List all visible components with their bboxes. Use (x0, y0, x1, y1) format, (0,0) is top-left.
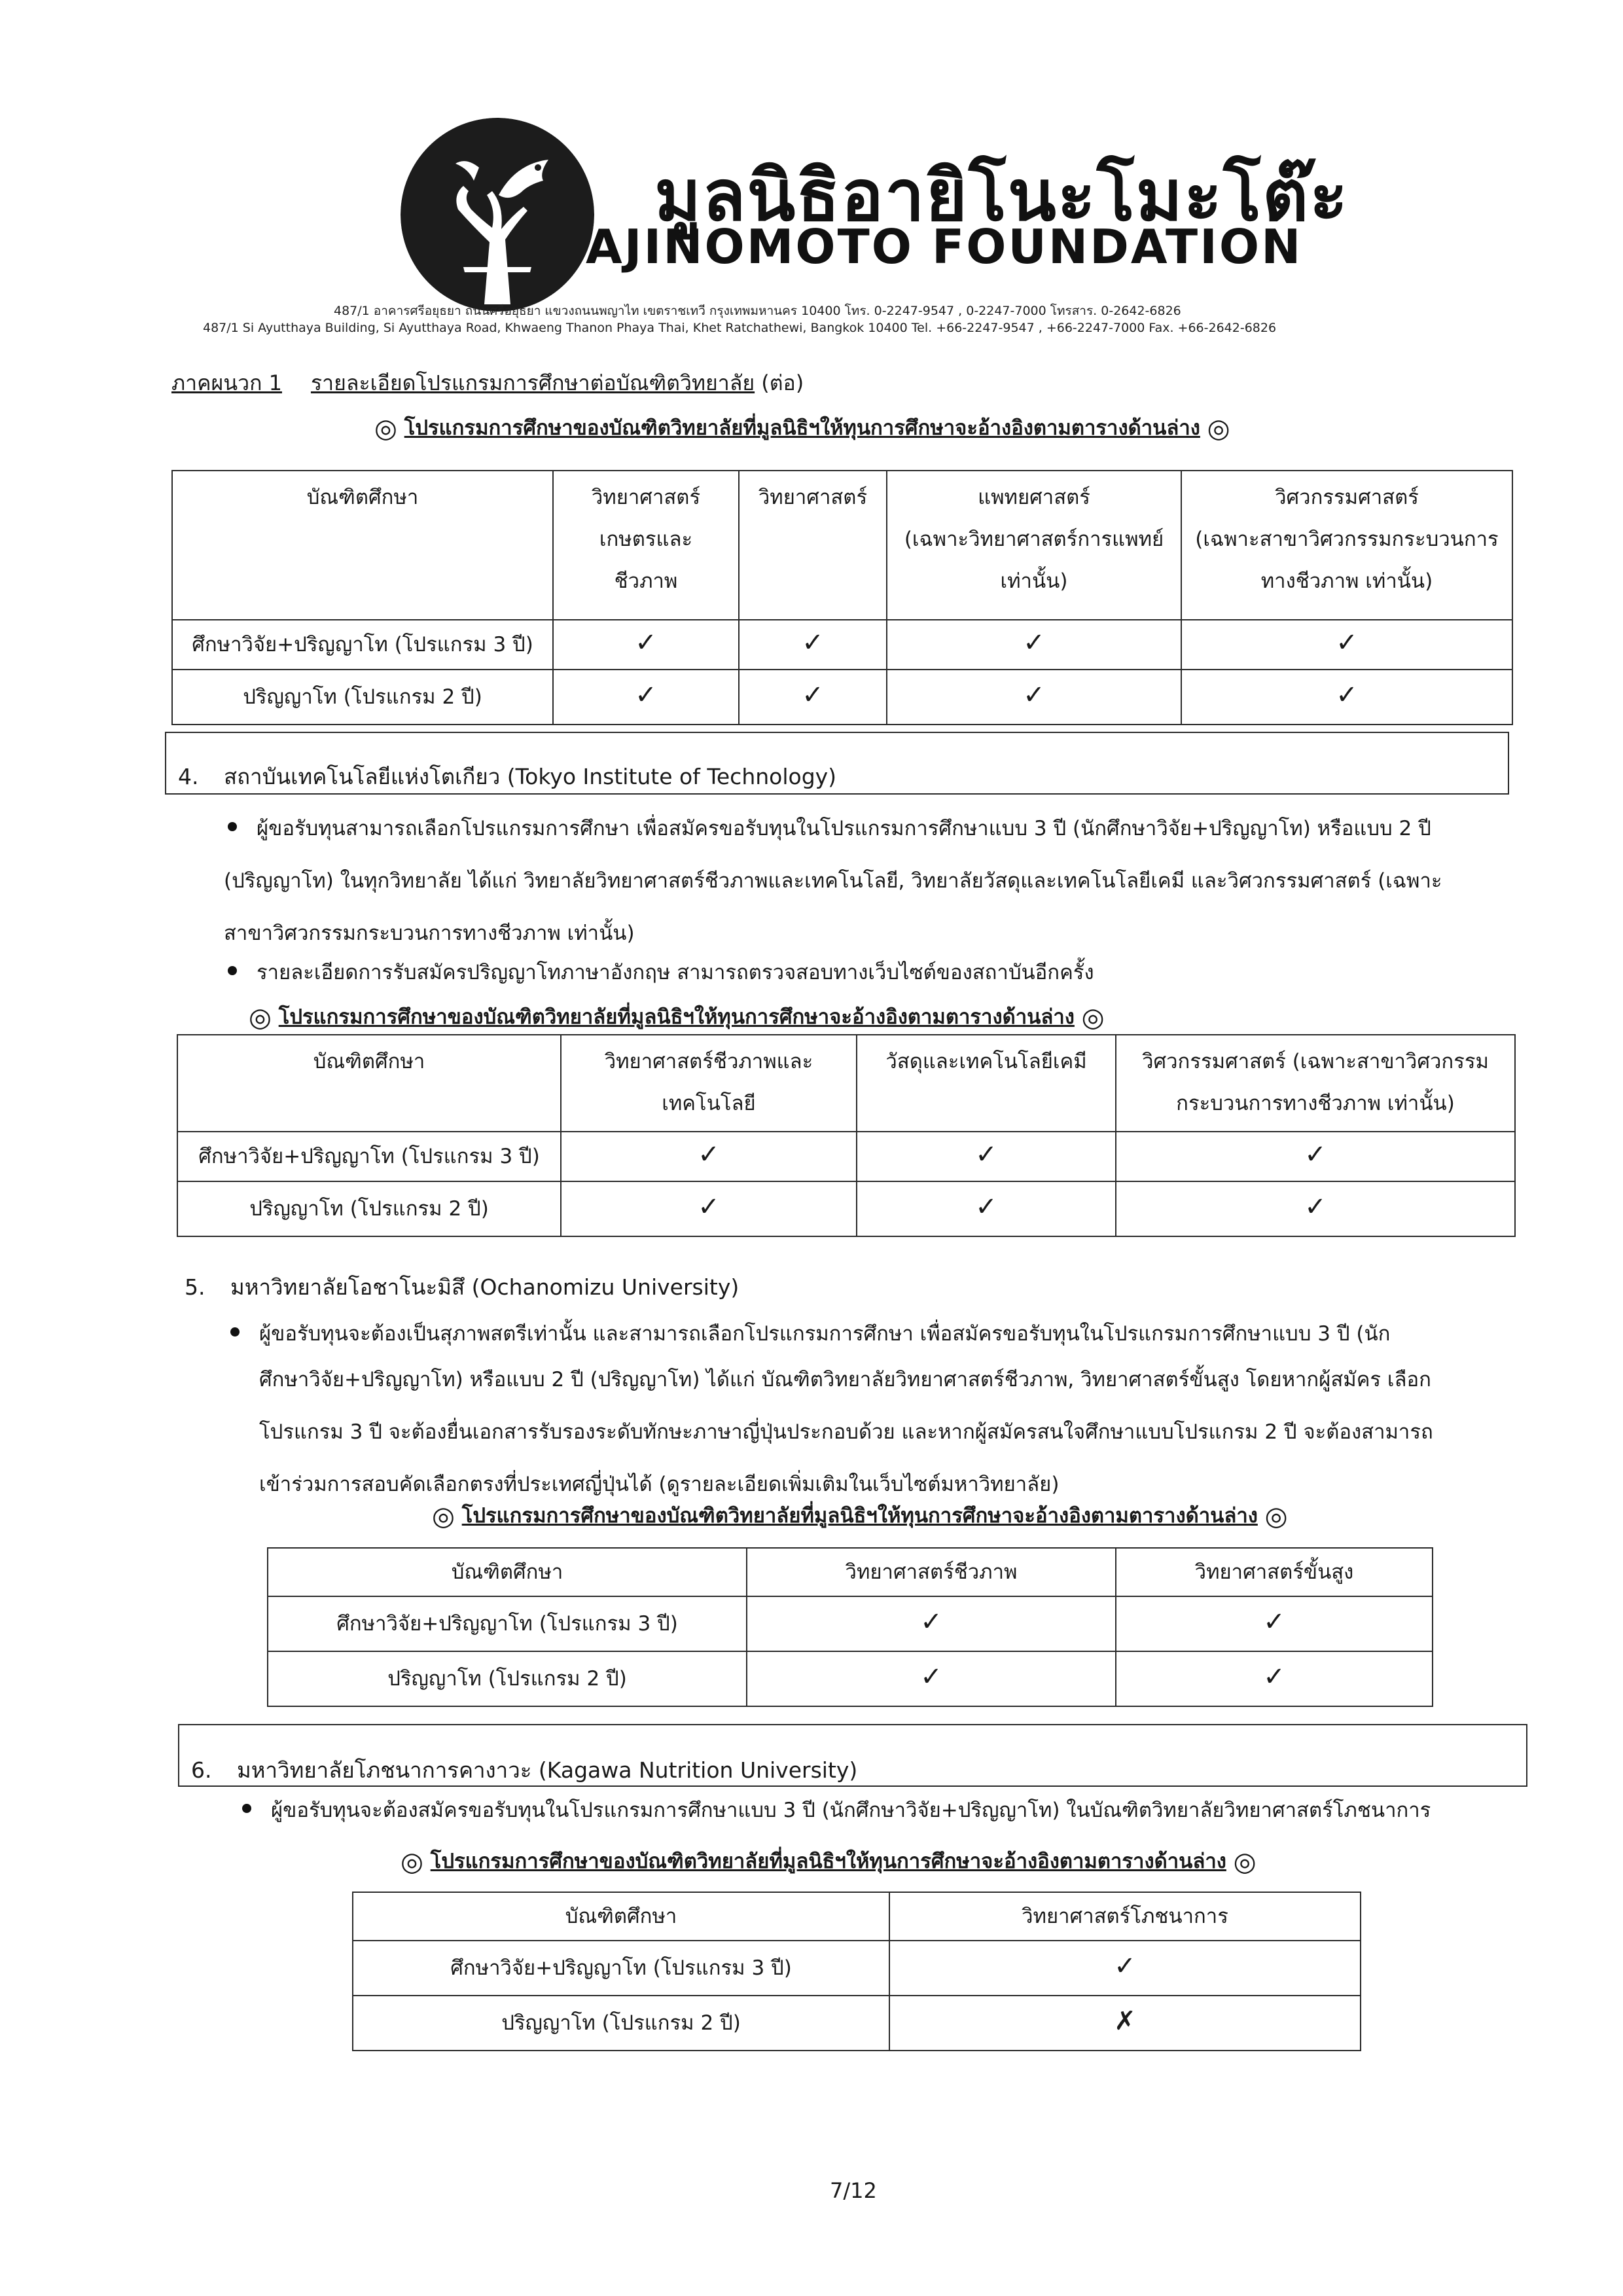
row-label: ปริญญาโท (โปรแกรม 2 ปี) (177, 1181, 561, 1236)
address-thai: 487/1 อาคารศรีอยุธยา ถนนศรีอยุธยา แขวงถนนพญาไท เขตราชเทวี กรุงเทพมหานคร 10400 โทร. 0-2247-9547 , 0-2247-7000 โทรสาร. 0-2642-6826 (334, 304, 1181, 318)
cross-mark-icon: ✗ (1114, 2006, 1136, 2036)
program-table-kagawa (352, 1892, 1361, 2051)
circle-symbol-icon: ◎ (1264, 1501, 1288, 1532)
check-mark-icon: ✓ (1023, 680, 1045, 710)
table-row (353, 1996, 1361, 2051)
circle-symbol-icon: ◎ (401, 1847, 423, 1877)
table-row (353, 1941, 1361, 1996)
section-4-heading: 4. สถาบันเทคโนโลยีแห่งโตเกียว (Tokyo Institute of Technology) (178, 764, 837, 789)
column-header: วิทยาศาสตร์ขั้นสูง (1116, 1548, 1433, 1596)
check-mark-icon: ✓ (975, 1139, 997, 1170)
section-6-heading: 6. มหาวิทยาลัยโภชนาการคางาวะ (Kagawa Nutrition University) (191, 1757, 858, 1783)
check-mark-icon: ✓ (635, 628, 657, 658)
program-table-tokyo-tech (177, 1034, 1516, 1237)
table-corner-header: บัณฑิตศึกษา (268, 1548, 747, 1596)
row-label: ศึกษาวิจัย+ปริญญาโท (โปรแกรม 3 ปี) (172, 620, 553, 670)
column-header: วิทยาศาสตร์ (739, 471, 887, 620)
check-mark-icon: ✓ (920, 1607, 942, 1637)
section-4-bullet-1-cont: (ปริญญาโท) ในทุกวิทยาลัย ได้แก่ วิทยาลัยวิทยาศาสตร์ชีวภาพและเทคโนโลยี, วิทยาลัยวัสดุและเทคโนโลยีเคมี และวิศวกรรมศาสตร์ (เฉพาะ สาขาวิศวกรรมกระบวนการทางชีวภาพ เท่านั้น) (224, 869, 1442, 945)
column-header: วิทยาศาสตร์โภชนาการ (889, 1892, 1361, 1941)
column-header: วิทยาศาสตร์ชีวภาพ (747, 1548, 1116, 1596)
row-label: ปริญญาโท (โปรแกรม 2 ปี) (172, 670, 553, 725)
check-mark-icon: ✓ (1114, 1951, 1136, 1981)
page-number: 7/12 (830, 2178, 877, 2203)
table-corner-header: บัณฑิตศึกษา (172, 471, 553, 620)
section-6-bullet-1: ผู้ขอรับทุนจะต้องสมัครขอรับทุนในโปรแกรมการศึกษาแบบ 3 ปี (นักศึกษาวิจัย+ปริญญาโท) ในบัณฑิตวิทยาลัยวิทยาศาสตร์โภชนาการ (271, 1784, 1431, 1837)
section-5-bullet-1: ผู้ขอรับทุนจะต้องเป็นสุภาพสตรีเท่านั้น และสามารถเลือกโปรแกรมการศึกษา เพื่อสมัครขอรับทุนในโปรแกรมการศึกษาแบบ 3 ปี (นัก (259, 1308, 1390, 1360)
section-5-heading: 5. มหาวิทยาลัยโอชาโนะมิสึ (Ochanomizu University) (185, 1274, 740, 1300)
check-mark-icon: ✓ (1023, 628, 1045, 658)
circle-symbol-icon: ◎ (432, 1501, 455, 1532)
table-caption: ◎ โปรแกรมการศึกษาของบัณฑิตวิทยาลัยที่มูลนิธิฯให้ทุนการศึกษาจะอ้างอิงตามตารางด้านล่าง ◎ (374, 414, 1230, 444)
table-caption: ◎ โปรแกรมการศึกษาของบัณฑิตวิทยาลัยที่มูลนิธิฯให้ทุนการศึกษาจะอ้างอิงตามตารางด้านล่าง ◎ (401, 1847, 1257, 1877)
table-row (172, 670, 1512, 725)
table-corner-header: บัณฑิตศึกษา (353, 1892, 889, 1941)
table-row (172, 620, 1512, 670)
column-header: วัสดุและเทคโนโลยีเคมี (857, 1035, 1116, 1132)
table-row (268, 1651, 1433, 1706)
check-mark-icon: ✓ (1336, 680, 1358, 710)
table-row (268, 1596, 1433, 1651)
table-caption: ◎ โปรแกรมการศึกษาของบัณฑิตวิทยาลัยที่มูลนิธิฯให้ทุนการศึกษาจะอ้างอิงตามตารางด้านล่าง ◎ (249, 1003, 1105, 1033)
bullet-icon (228, 822, 237, 831)
annex-suffix: (ต่อ) (761, 370, 804, 395)
section-5-bullet-1-cont: ศึกษาวิจัย+ปริญญาโท) หรือแบบ 2 ปี (ปริญญาโท) ได้แก่ บัณฑิตวิทยาลัยวิทยาศาสตร์ชีวภาพ, วิทยาศาสตร์ขั้นสูง โดยหากผู้สมัคร เลือก โปรแกรม 3 ปี จะต้องยื่นเอกสารรับรองระดับทักษะภาษาญี่ปุ่นประกอบด้วย และหากผู้สมัครสนใจศึกษาแบบโปรแกรม 2 ปี จะต้องสามารถ เข้าร่วมการสอบคัดเลือกตรงที่ประเทศญี่ปุ่นได้ (ดูรายละเอียดเพิ่มเติมในเว็บไซต์มหาวิทยาลัย) (259, 1368, 1433, 1496)
row-label: ศึกษาวิจัย+ปริญญาโท (โปรแกรม 3 ปี) (268, 1596, 747, 1651)
column-header: วิทยาศาสตร์ เกษตรและ ชีวภาพ (553, 471, 739, 620)
row-label: ศึกษาวิจัย+ปริญญาโท (โปรแกรม 3 ปี) (177, 1132, 561, 1181)
column-header: วิศวกรรมศาสตร์ (เฉพาะสาขาวิศวกรรม กระบวนการทางชีวภาพ เท่านั้น) (1116, 1035, 1515, 1132)
table-row (177, 1181, 1515, 1236)
bullet-icon (228, 966, 237, 975)
circle-symbol-icon: ◎ (1233, 1847, 1257, 1877)
circle-symbol-icon: ◎ (374, 414, 397, 444)
foundation-english-name: AJINOMOTO FOUNDATION (586, 219, 1303, 274)
check-mark-icon: ✓ (635, 680, 657, 710)
column-header: วิทยาศาสตร์ชีวภาพและ เทคโนโลยี (561, 1035, 857, 1132)
table-row (177, 1132, 1515, 1181)
circle-symbol-icon: ◎ (249, 1003, 272, 1033)
table-caption: ◎ โปรแกรมการศึกษาของบัณฑิตวิทยาลัยที่มูลนิธิฯให้ทุนการศึกษาจะอ้างอิงตามตารางด้านล่าง ◎ (432, 1501, 1288, 1532)
annex-label: ภาคผนวก 1 (171, 370, 282, 395)
foundation-thai-name: มูลนิธิอายิโนะโมะโต๊ะ (654, 155, 1349, 237)
check-mark-icon: ✓ (1304, 1139, 1327, 1170)
table-corner-header: บัณฑิตศึกษา (177, 1035, 561, 1132)
circle-symbol-icon: ◎ (1081, 1003, 1105, 1033)
check-mark-icon: ✓ (1263, 1662, 1285, 1692)
check-mark-icon: ✓ (975, 1192, 997, 1222)
annex-heading (171, 367, 804, 400)
check-mark-icon: ✓ (1304, 1192, 1327, 1222)
annex-title: รายละเอียดโปรแกรมการศึกษาต่อบัณฑิตวิทยาลัย (310, 370, 755, 395)
check-mark-icon: ✓ (802, 628, 824, 658)
check-mark-icon: ✓ (698, 1139, 720, 1170)
column-header: แพทยศาสตร์ (เฉพาะวิทยาศาสตร์การแพทย์ เท่านั้น) (887, 471, 1181, 620)
check-mark-icon: ✓ (698, 1192, 720, 1222)
program-table-ochanomizu (267, 1547, 1433, 1707)
check-mark-icon: ✓ (1336, 628, 1358, 658)
section-4-bullet-1: ผู้ขอรับทุนสามารถเลือกโปรแกรมการศึกษา เพื่อสมัครขอรับทุนในโปรแกรมการศึกษาแบบ 3 ปี (นักศึกษาวิจัย+ปริญญาโท) หรือแบบ 2 ปี (257, 802, 1431, 855)
bullet-icon (230, 1327, 240, 1336)
tree-bird-logo-icon (401, 118, 594, 312)
row-label: ปริญญาโท (โปรแกรม 2 ปี) (353, 1996, 889, 2051)
check-mark-icon: ✓ (1263, 1607, 1285, 1637)
address-english: 487/1 Si Ayutthaya Building, Si Ayutthaya Road, Khwaeng Thanon Phaya Thai, Khet Ratchathewi, Bangkok 10400 Tel. +66-2247-9547 , +66-2247-7000 Fax. +66-2642-6826 (203, 321, 1277, 335)
row-label: ปริญญาโท (โปรแกรม 2 ปี) (268, 1651, 747, 1706)
row-label: ศึกษาวิจัย+ปริญญาโท (โปรแกรม 3 ปี) (353, 1941, 889, 1996)
check-mark-icon: ✓ (802, 680, 824, 710)
check-mark-icon: ✓ (920, 1662, 942, 1692)
section-4-bullet-2: รายละเอียดการรับสมัครปริญญาโทภาษาอังกฤษ สามารถตรวจสอบทางเว็บไซต์ของสถาบันอีกครั้ง (257, 946, 1094, 999)
program-table-tokyo-uat (171, 470, 1513, 725)
foundation-logo (401, 118, 594, 312)
column-header: วิศวกรรมศาสตร์ (เฉพาะสาขาวิศวกรรมกระบวนการ ทางชีวภาพ เท่านั้น) (1181, 471, 1512, 620)
circle-symbol-icon: ◎ (1207, 414, 1230, 444)
bullet-icon (242, 1804, 251, 1813)
